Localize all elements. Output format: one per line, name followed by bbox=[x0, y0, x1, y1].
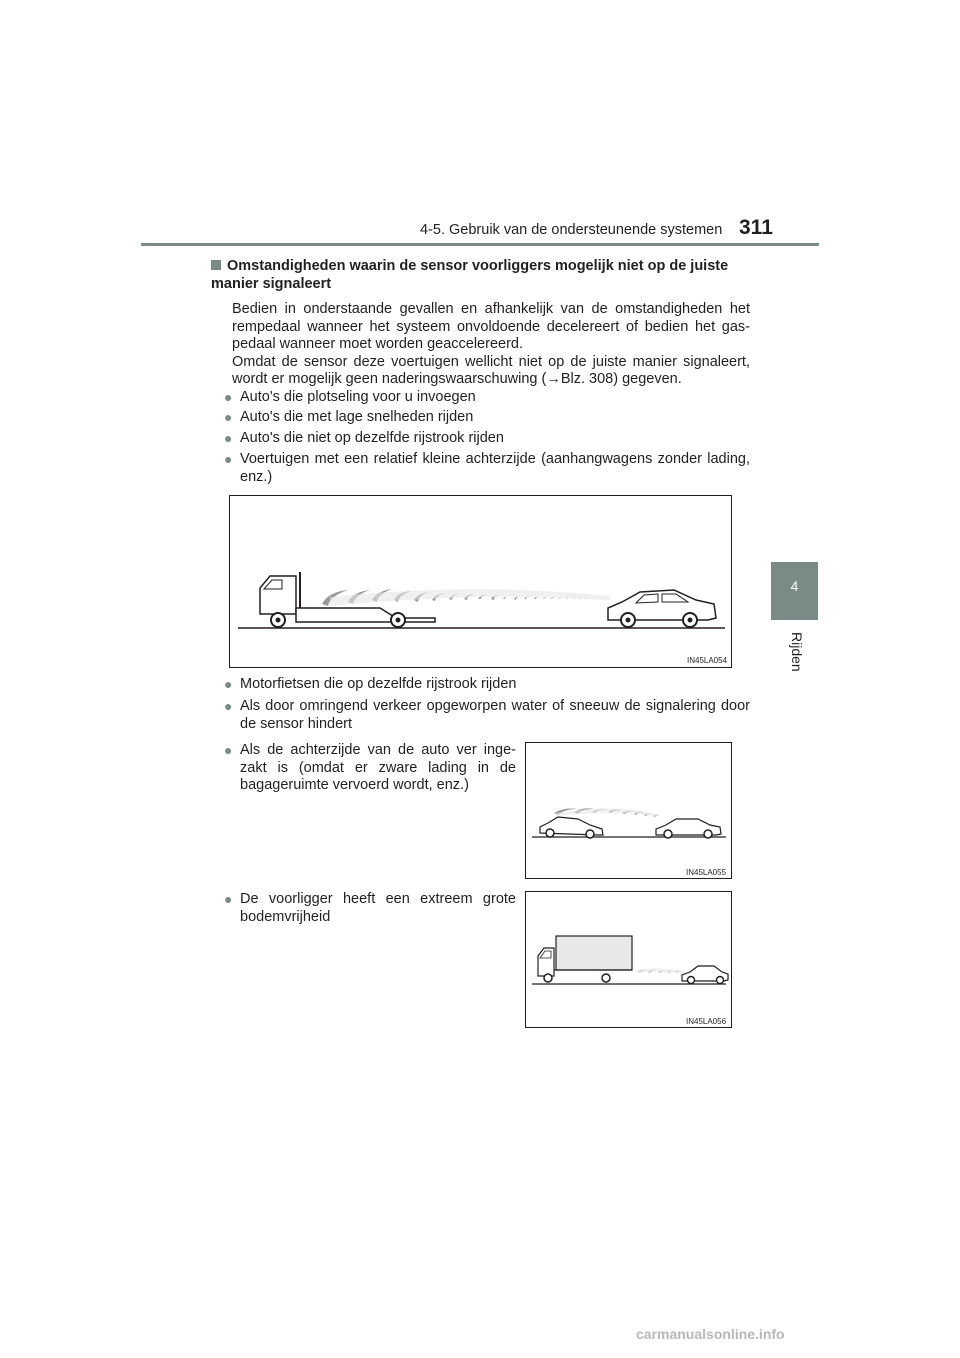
chapter-label-text: Rijden bbox=[789, 632, 805, 672]
list-item-text: Als door omringend verkeer opgeworpen water of sneeuw de signalering door de sensor hindert bbox=[240, 698, 750, 732]
chapter-tab-number: 4 bbox=[790, 578, 799, 594]
list-item bbox=[224, 451, 750, 486]
figure-id: IN45LA056 bbox=[686, 1017, 727, 1026]
square-bullet-icon bbox=[211, 260, 221, 270]
section-title: 4-5. Gebruik van de ondersteunende systemen bbox=[420, 222, 723, 238]
bullet-icon: ● bbox=[224, 698, 233, 714]
intro-paragraph-line-1: Bedien in onderstaande gevallen en afhankelijk van de omstandigheden het rempedaal wanneer het systeem onvoldoende decelereert of bedien het gas-pedaal wanneer moet worden geaccelereerd. bbox=[232, 301, 750, 352]
figure-id: IN45LA054 bbox=[687, 656, 728, 665]
bullet-icon: ● bbox=[224, 409, 233, 425]
list-item-text: Als de achterzijde van de auto ver inge-zakt is (omdat er zware lading in de bagageruimte vervoerd wordt, enz.) bbox=[240, 742, 516, 793]
bullet-icon: ● bbox=[224, 389, 233, 405]
list-item-text: Auto's die met lage snelheden rijden bbox=[240, 409, 474, 425]
list-item bbox=[224, 430, 750, 448]
figure-truck-trailer bbox=[229, 495, 732, 668]
list-item-text: Auto's die plotseling voor u invoegen bbox=[240, 389, 476, 405]
list-item bbox=[224, 409, 750, 427]
sagging-rear-illustration bbox=[526, 743, 733, 880]
intro-paragraph bbox=[232, 301, 750, 389]
list-item bbox=[224, 676, 750, 694]
list-item bbox=[224, 698, 750, 733]
section-heading-text: Omstandigheden waarin de sensor voorliggers mogelijk niet op de juiste manier signaleert bbox=[211, 258, 729, 292]
bullet-icon: ● bbox=[224, 430, 233, 446]
list-item bbox=[224, 389, 750, 407]
bullet-icon: ● bbox=[224, 676, 233, 692]
figure-sagging-rear bbox=[525, 742, 732, 879]
bullet-icon: ● bbox=[224, 451, 233, 467]
bullet-icon: ● bbox=[224, 742, 233, 758]
header-rule bbox=[141, 243, 819, 246]
bullet-icon: ● bbox=[224, 891, 233, 907]
page-number: 311 bbox=[739, 216, 773, 239]
section-heading bbox=[211, 257, 751, 293]
list-item-text: De voorligger heeft een extreem grote bodemvrijheid bbox=[240, 891, 516, 925]
high-clearance-truck-illustration bbox=[526, 892, 733, 1029]
watermark: carmanualsonline.info bbox=[636, 1326, 785, 1342]
list-item-text: Motorfietsen die op dezelfde rijstrook rijden bbox=[240, 676, 517, 692]
figure-high-clearance bbox=[525, 891, 732, 1028]
list-item bbox=[224, 742, 516, 795]
list-item bbox=[224, 891, 516, 926]
intro-paragraph-line-2: Omdat de sensor deze voertuigen wellicht niet op de juiste manier signaleert, wordt er mogelijk geen naderingswaarschuwing (→Blz. 308) gegeven. bbox=[232, 353, 750, 387]
truck-trailer-illustration bbox=[230, 496, 733, 669]
list-item-text: Voertuigen met een relatief kleine achterzijde (aanhangwagens zonder lading, enz.) bbox=[240, 451, 750, 485]
figure-id: IN45LA055 bbox=[686, 868, 727, 877]
list-item-text: Auto's die niet op dezelfde rijstrook rijden bbox=[240, 430, 504, 446]
